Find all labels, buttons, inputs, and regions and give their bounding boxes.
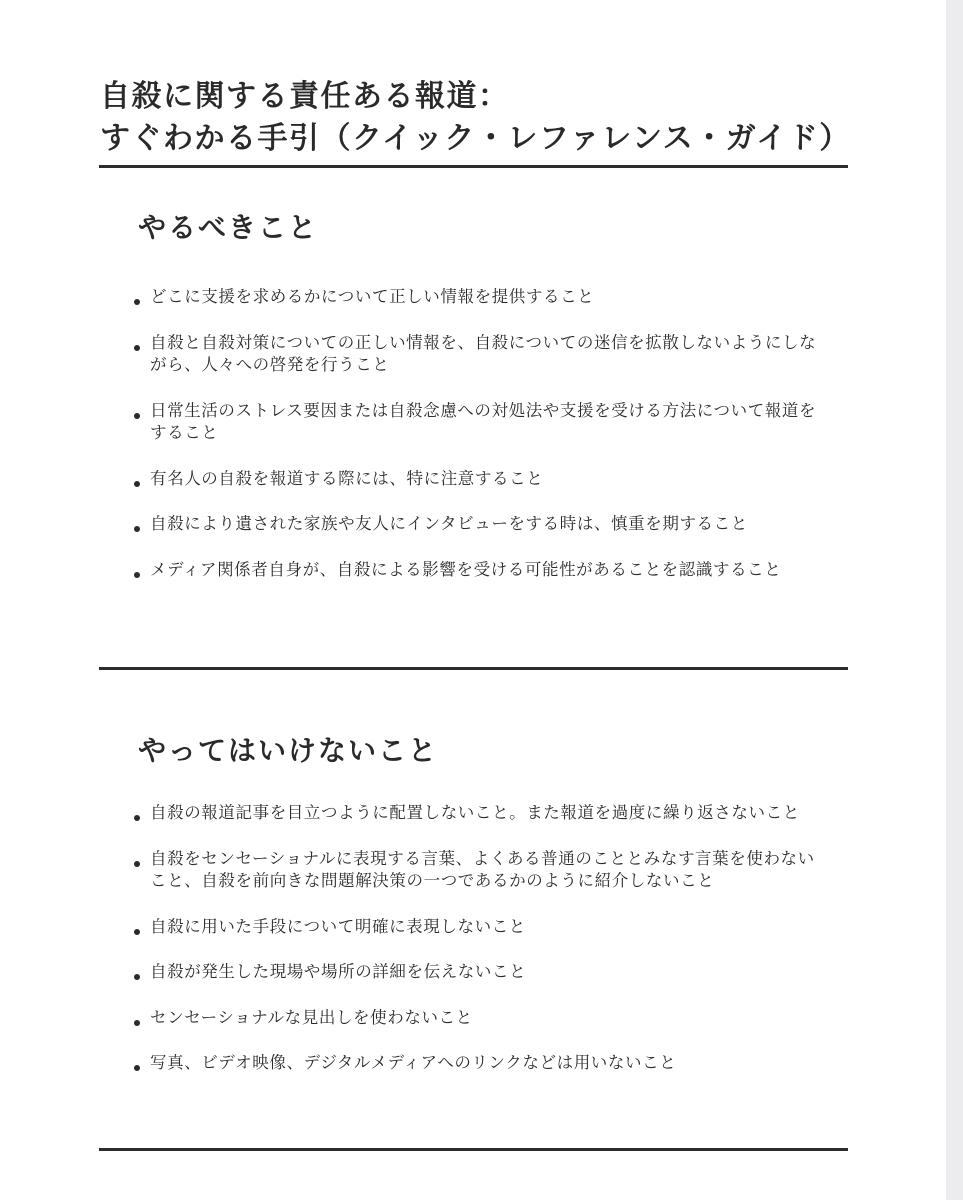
list-item (132, 286, 822, 309)
title-line-2: すぐわかる手引（クイック・レファレンス・ガイド） (100, 121, 851, 156)
bullet-icon (134, 974, 140, 980)
list-item (132, 468, 822, 491)
bullet-icon (134, 526, 140, 532)
do-section-heading: やるべきこと (138, 211, 319, 244)
list-item (132, 559, 822, 582)
dont-section-heading: やってはいけないこと (138, 734, 439, 767)
dont-list (132, 802, 822, 1098)
bullet-icon (134, 1020, 140, 1026)
list-item-text: 自殺と自殺対策についての正しい情報を、自殺についての迷信を拡散しないようにしながら、人々への啓発を行うこと (150, 332, 817, 374)
list-item-text: 自殺が発生した現場や場所の詳細を伝えないこと (150, 962, 527, 981)
divider (99, 667, 848, 670)
list-item (132, 848, 822, 893)
list-item-text: センセーショナルな見出しを使わないこと (150, 1007, 473, 1027)
list-item-text: 日常生活のストレス要因または自殺念慮への対処法や支援を受ける方法について報道をすること (150, 400, 817, 442)
list-item-text: 有名人の自殺を報道する際には、特に注意すること (150, 468, 544, 488)
title-line-1: 自殺に関する責任ある報道： (100, 79, 510, 114)
divider (99, 1148, 848, 1151)
do-list (132, 286, 822, 604)
bullet-icon (134, 413, 140, 419)
page-gutter (946, 0, 963, 1200)
list-item (132, 1007, 822, 1030)
document-title (100, 76, 851, 160)
bullet-icon (134, 572, 140, 578)
list-item (132, 916, 822, 939)
bullet-icon (134, 299, 140, 305)
list-item (132, 802, 822, 825)
list-item-text: メディア関係者自身が、自殺による影響を受ける可能性があることを認識すること (150, 559, 782, 579)
list-item (132, 961, 822, 984)
list-item-text: 写真、ビデオ映像、デジタルメディアへのリンクなどは用いないこと (150, 1053, 677, 1072)
list-item (132, 513, 822, 536)
bullet-icon (134, 815, 140, 821)
list-item-text: 自殺により遺された家族や友人にインタビューをする時は、慎重を期すること (150, 514, 748, 533)
divider (99, 165, 848, 168)
list-item (132, 332, 822, 377)
list-item-text: 自殺の報道記事を目立つように配置しないこと。また報道を過度に繰り返さないこと (150, 803, 800, 822)
list-item-text: どこに支援を求めるかについて正しい情報を提供すること (150, 287, 595, 306)
list-item-text: 自殺をセンセーショナルに表現する言葉、よくある普通のこととみなす言葉を使わないこと、自殺を前向きな問題解決策の一つであるかのように紹介しないこと (150, 848, 815, 890)
bullet-icon (134, 1065, 140, 1071)
list-item-text: 自殺に用いた手段について明確に表現しないこと (150, 916, 526, 936)
list-item (132, 1052, 822, 1075)
bullet-icon (134, 345, 140, 351)
bullet-icon (134, 861, 140, 867)
list-item (132, 400, 822, 445)
bullet-icon (134, 481, 140, 487)
bullet-icon (134, 929, 140, 935)
